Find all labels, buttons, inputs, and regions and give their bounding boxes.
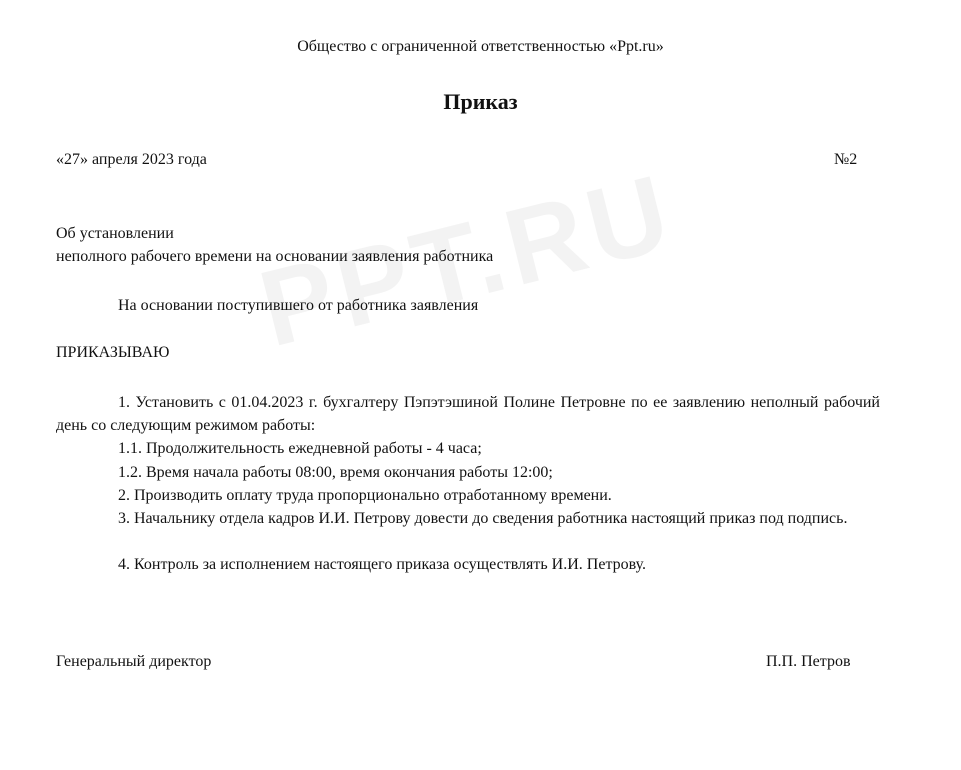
order-item-1-1: 1.1. Продолжительность ежедневной работы - 4 часа;	[118, 440, 482, 457]
signature-name: П.П. Петров	[766, 653, 851, 670]
order-number: №2	[834, 151, 858, 168]
order-item-3: 3. Начальнику отдела кадров И.И. Петрову довести до сведения работника настоящий приказ под подпись.	[118, 510, 848, 527]
document-title: Приказ	[443, 89, 518, 114]
order-item-1-2: 1.2. Время начала работы 08:00, время окончания работы 12:00;	[118, 464, 553, 481]
order-item-4: 4. Контроль за исполнением настоящего приказа осуществлять И.И. Петрову.	[118, 556, 647, 573]
organization-name: Общество с ограниченной ответственностью «Ppt.ru»	[297, 38, 664, 55]
order-subject-line-2: неполного рабочего времени на основании заявления работника	[56, 248, 494, 265]
signature-position: Генеральный директор	[56, 653, 212, 670]
order-item-1: 1. Установить с 01.04.2023 г. бухгалтеру Пэпэтэшиной Полине Петровне по ее заявлению неполный рабочий день со следующим режимом работы:	[56, 394, 880, 434]
order-basis: На основании поступившего от работника заявления	[118, 297, 479, 314]
order-subject-line-1: Об установлении	[56, 225, 174, 242]
order-word: ПРИКАЗЫВАЮ	[56, 344, 170, 361]
order-date: «27» апреля 2023 года	[56, 151, 207, 168]
order-item-2: 2. Производить оплату труда пропорционально отработанному времени.	[118, 487, 612, 504]
